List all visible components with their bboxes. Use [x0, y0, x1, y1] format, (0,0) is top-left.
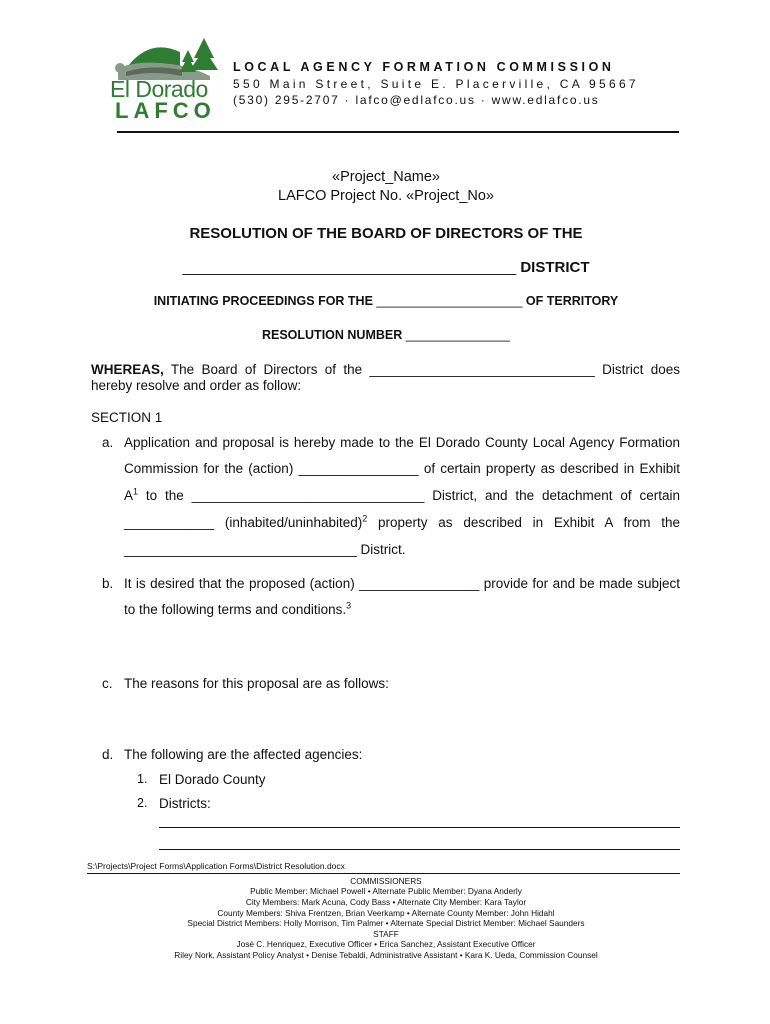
item-a-line-3: [124, 488, 680, 503]
initiating-proceedings-line: [88, 294, 684, 308]
county-members: County Members: Shiva Frentzen, Brian Veerkamp • Alternate County Member: John Hidahl: [217, 908, 555, 918]
property-exhibit-text: of certain property as described in Exhibit: [423, 461, 680, 476]
item-a-line-2: [124, 461, 680, 476]
public-members: Public Member: Michael Powell • Alternate Public Member: Dyana Anderly: [250, 886, 522, 896]
whereas-label: WHEREAS,: [91, 362, 164, 377]
initiating-text: INITIATING PROCEEDINGS FOR THE: [153, 294, 373, 308]
item-d-marker: d.: [102, 747, 114, 762]
detaching-district-blank: _______________________________: [124, 542, 357, 557]
mountain-tree-logo-icon: [110, 36, 222, 80]
footnote-marker-1: 1: [133, 486, 139, 497]
district-does-text: District does: [602, 362, 680, 377]
item-c-text: The reasons for this proposal are as follows:: [124, 676, 389, 691]
footnote-marker-2: 2: [362, 513, 368, 524]
proposed-action-blank: ________________: [359, 576, 480, 591]
whereas-line-2: hereby resolve and order as follow:: [91, 378, 302, 393]
action-type-blank: _____________________: [376, 294, 523, 308]
item-a-marker: a.: [102, 435, 114, 450]
whereas-line-1: [91, 362, 680, 377]
action-blank: ________________: [298, 461, 419, 476]
subject-text: provide for and be made subject: [483, 576, 680, 591]
agency-2-label: Districts:: [159, 796, 211, 811]
footnote-marker-3: 3: [346, 600, 352, 611]
support-staff: Riley Nork, Assistant Policy Analyst • Denise Tebaldi, Administrative Assistant • Kara K. Ueda, Commission Counsel: [174, 950, 598, 960]
of-territory-text: OF TERRITORY: [525, 294, 619, 308]
detachment-text: District, and the detachment of certain: [432, 488, 680, 503]
resolution-number-blank: _______________: [405, 328, 511, 342]
acreage-blank: ____________: [124, 515, 215, 530]
agency-1-number: 1.: [137, 772, 148, 786]
inhabited-text: (inhabited/uninhabited): [224, 515, 363, 530]
organization-address: 550 Main Street, Suite E. Placerville, CA 95667: [233, 77, 639, 91]
district-heading: [88, 259, 684, 276]
whereas-text: The Board of Directors of the: [170, 362, 363, 377]
project-number-field: LAFCO Project No. «Project_No»: [278, 188, 494, 204]
item-b-line-2: [124, 602, 351, 617]
organization-contact: (530) 295-2707 · lafco@edlafco.us · www.edlafco.us: [233, 93, 600, 107]
executive-staff: José C. Henriquez, Executive Officer • Erica Sanchez, Assistant Executive Officer: [236, 939, 536, 949]
resolution-number-line: [88, 328, 684, 342]
terms-conditions-text: to the following terms and conditions.: [124, 602, 347, 617]
logo-text-el-dorado: El Dorado: [110, 76, 208, 102]
exhibit-letter: A: [124, 488, 134, 503]
district-text: District.: [360, 542, 406, 557]
logo-text-lafco: LAFCO: [115, 98, 216, 123]
organization-name: LOCAL AGENCY FORMATION COMMISSION: [233, 60, 615, 74]
exhibit-from-text: property as described in Exhibit A from the: [378, 515, 680, 530]
districts-entry-line-2: [159, 849, 680, 850]
item-a-line-5: [124, 542, 406, 557]
commissioners-heading: COMMISSIONERS: [350, 876, 422, 886]
header-divider: [117, 131, 679, 133]
resolution-heading: RESOLUTION OF THE BOARD OF DIRECTORS OF THE: [189, 225, 583, 242]
footer-divider: [87, 873, 680, 874]
annexing-district-blank: _______________________________: [191, 488, 425, 503]
board-district-blank: ______________________________: [369, 362, 595, 377]
to-the-text: to the: [145, 488, 184, 503]
city-members: City Members: Mark Acuna, Cody Bass • Alternate City Member: Kara Taylor: [245, 897, 527, 907]
section-heading: SECTION 1: [91, 410, 163, 425]
district-word: DISTRICT: [520, 259, 590, 276]
commission-action-text: Commission for the (action): [124, 461, 294, 476]
proposed-action-text: It is desired that the proposed (action): [124, 576, 355, 591]
item-b-marker: b.: [102, 576, 114, 591]
agency-2-number: 2.: [137, 796, 148, 810]
item-c-marker: c.: [102, 676, 113, 691]
document-file-path: S:\Projects\Project Forms\Application Forms\District Resolution.docx: [87, 861, 345, 871]
staff-heading: STAFF: [373, 929, 399, 939]
item-a-line-4: [124, 515, 680, 530]
agency-1-name: El Dorado County: [159, 772, 266, 787]
project-name-field: «Project_Name»: [332, 169, 440, 185]
resolution-number-label: RESOLUTION NUMBER: [261, 328, 403, 342]
el-dorado-lafco-logo: [110, 36, 222, 122]
special-district-members: Special District Members: Holly Morrison, Tim Palmer • Alternate Special District Member: Michael Saunders: [187, 918, 585, 928]
district-name-blank: ________________________________________: [182, 259, 517, 276]
districts-entry-line-1: [159, 827, 680, 828]
item-d-text: The following are the affected agencies:: [124, 747, 363, 762]
item-b-line-1: [124, 576, 680, 591]
item-a-line-1: Application and proposal is hereby made to the El Dorado County Local Agency Formation: [124, 435, 680, 450]
